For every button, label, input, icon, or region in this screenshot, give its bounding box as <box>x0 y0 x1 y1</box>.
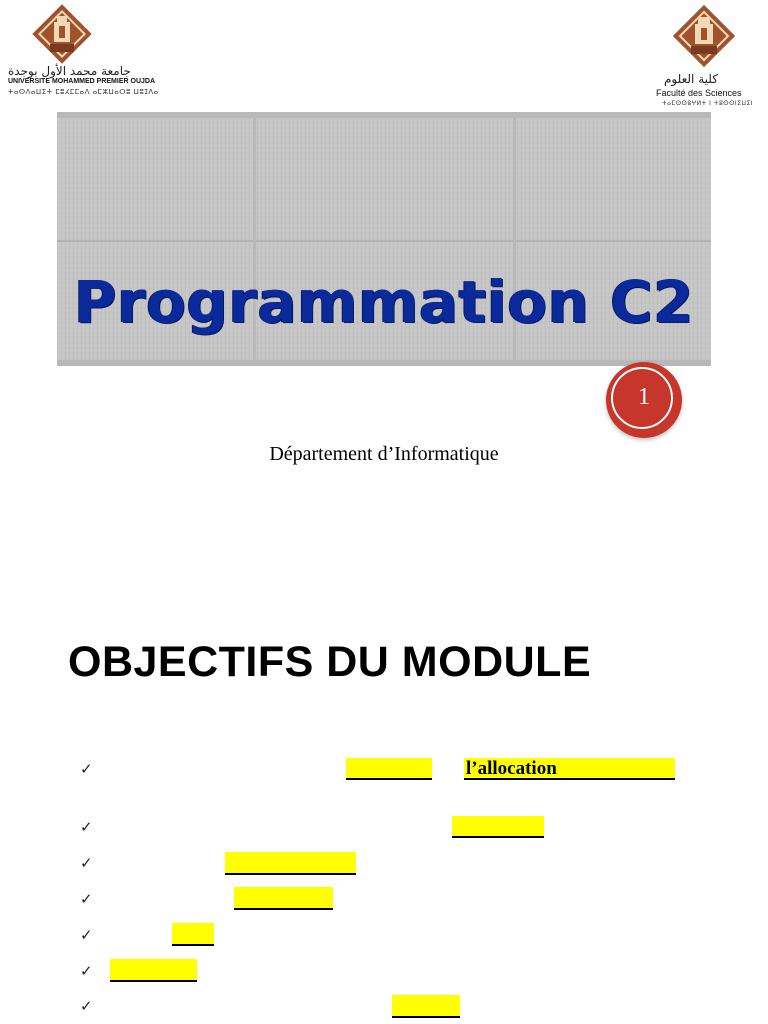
highlighted-word <box>392 995 460 1018</box>
highlighted-word <box>452 816 544 838</box>
slide-number: 1 <box>638 384 650 410</box>
university-emblem-icon <box>32 4 92 66</box>
checkmark-icon: ✓ <box>80 926 93 944</box>
banner-edge-bottom <box>57 360 711 366</box>
faculty-name-arabic: كلية العلوم <box>664 72 718 86</box>
presentation-title: Programmation C2 <box>73 268 695 336</box>
faculty-emblem-icon <box>672 4 736 68</box>
faculty-name-french: Faculté des Sciences <box>656 88 742 98</box>
slide-number-badge <box>606 362 682 438</box>
department-label: Département d’Informatique <box>269 443 499 465</box>
highlighted-word <box>346 758 432 780</box>
university-name-arabic: جامعة محمد الأول بوجدة <box>8 64 131 78</box>
banner-divider <box>57 240 711 242</box>
faculty-logo <box>650 4 754 108</box>
checkmark-icon: ✓ <box>80 997 93 1015</box>
checkmark-icon: ✓ <box>80 760 93 778</box>
university-logo <box>8 4 159 96</box>
bullet-text: l’allocation <box>466 758 557 779</box>
checkmark-icon: ✓ <box>80 854 93 872</box>
section-heading: OBJECTIFS DU MODULE <box>68 638 592 686</box>
checkmark-icon: ✓ <box>80 890 93 908</box>
highlighted-word <box>225 852 356 875</box>
university-name-tifinagh: ⵜⴰⵙⴷⴰⵡⵉⵜ ⵎⵓⵃⵎⵎⴰⴷ ⴰⵎⵣⵡⴰⵔⵓ ⵡⵓⵊⴷⴰ <box>8 88 159 96</box>
banner-edge-top <box>57 112 711 118</box>
highlighted-word <box>172 923 214 946</box>
checkmark-icon: ✓ <box>80 962 93 980</box>
highlighted-word <box>234 887 333 910</box>
university-name-latin: UNIVERSITE MOHAMMED PREMIER OUJDA <box>8 78 156 85</box>
checkmark-icon: ✓ <box>80 818 93 836</box>
faculty-name-tifinagh: ⵜⴰⵎⵙⵙⵓⵖⵍⵜ ⵏ ⵜⵓⵙⵙⵏⵉⵡⵉⵏ <box>662 100 754 107</box>
highlighted-word <box>110 959 197 982</box>
